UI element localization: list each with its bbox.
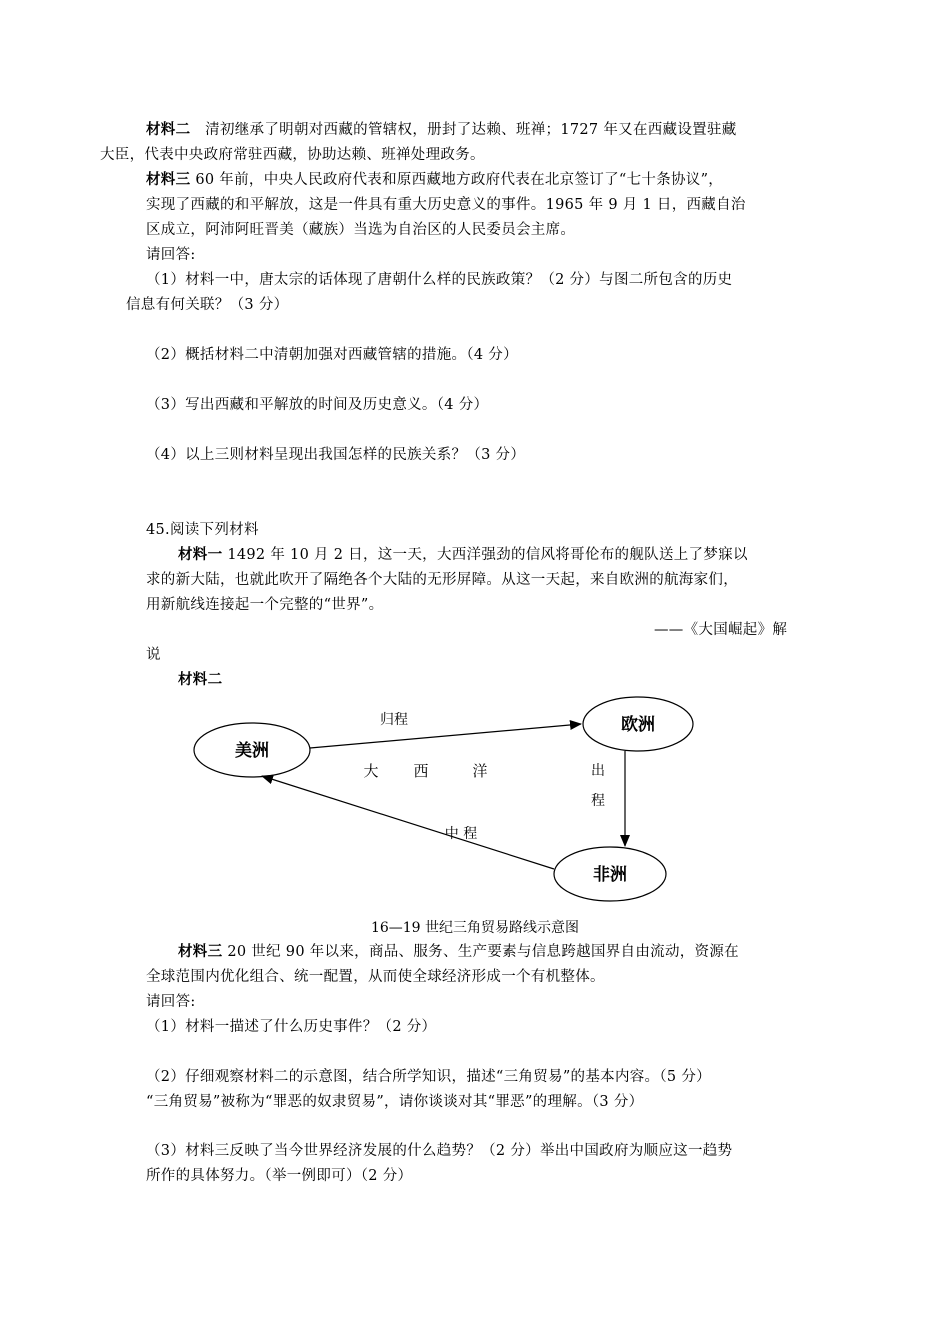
q45-material-1-text-1: 1492 年 10 月 2 日，这一天，大西洋强劲的信风将哥伦布的舰队送上了梦寐以 — [227, 547, 748, 563]
ocean-label-1: 大 — [363, 762, 379, 780]
ocean-label-2: 西 — [413, 762, 429, 780]
q45-material-2-label: 材料二 — [178, 672, 223, 688]
q45-material-1-line-2: 求的新大陆，也就此吹开了隔绝各个大陆的无形屏障。从这一天起，来自欧洲的航海家们， — [146, 572, 738, 588]
q44-question-1b: 信息有何关联？（3 分） — [126, 297, 289, 313]
q45-material-1-line-3: 用新航线连接起一个完整的“世界”。 — [146, 597, 384, 613]
q45-material-3-line-1 — [178, 942, 739, 962]
material-3-label: 材料三 — [146, 172, 191, 188]
material-2-text-1: 清初继承了明朝对西藏的管辖权，册封了达赖、班禅；1727 年又在西藏设置驻藏 — [205, 122, 737, 138]
q45-material-3-label: 材料三 — [178, 944, 223, 960]
return-route-arrow — [310, 724, 581, 748]
q45-material-1-label: 材料一 — [178, 547, 223, 563]
q45-material-1-source-cont: 说 — [146, 647, 161, 663]
q45-question-2a: （2）仔细观察材料二的示意图，结合所学知识，描述“三角贸易”的基本内容。（5 分） — [146, 1069, 711, 1085]
europe-label: 欧洲 — [621, 715, 655, 735]
q45-material-3-text-1: 20 世纪 90 年以来，商品、服务、生产要素与信息跨越国界自由流动，资源在 — [227, 944, 739, 960]
return-route-label: 归程 — [380, 712, 408, 728]
q45-question-1: （1）材料一描述了什么历史事件？（2 分） — [146, 1019, 437, 1035]
outbound-route-label-1: 出 — [591, 763, 605, 779]
middle-route-label: 中 程 — [444, 826, 478, 842]
q44-question-2: （2）概括材料二中清朝加强对西藏管辖的措施。（4 分） — [146, 347, 518, 363]
middle-passage-arrow — [262, 776, 554, 869]
q45-question-3a: （3）材料三反映了当今世界经济发展的什么趋势？（2 分）举出中国政府为顺应这一趋势 — [146, 1143, 733, 1159]
material-2-line-2: 大臣，代表中央政府常驻西藏，协助达赖、班禅处理政务。 — [100, 147, 485, 163]
material-2-label: 材料二 — [146, 122, 191, 138]
africa-label: 非洲 — [593, 865, 627, 885]
q44-question-3: （3）写出西藏和平解放的时间及历史意义。（4 分） — [146, 397, 489, 413]
ocean-label-3: 洋 — [472, 762, 488, 780]
outbound-route-label-2: 程 — [591, 793, 605, 809]
material-3-text-1: 60 年前，中央人民政府代表和原西藏地方政府代表在北京签订了“七十条协议”， — [195, 172, 724, 188]
q44-prompt: 请回答: — [146, 247, 196, 263]
q44-question-4: （4）以上三则材料呈现出我国怎样的民族关系？（3 分） — [146, 447, 526, 463]
diagram-caption: 16—19 世纪三角贸易路线示意图 — [370, 920, 580, 936]
q45-material-1-source: ——《大国崛起》解 — [654, 622, 788, 638]
material-3-line-2: 实现了西藏的和平解放，这是一件具有重大历史意义的事件。1965 年 9 月 1 日，西藏自治 — [146, 197, 746, 213]
q44-question-1a: （1）材料一中，唐太宗的话体现了唐朝什么样的民族政策？（2 分）与图二所包含的历史 — [146, 272, 733, 288]
material-3-line-3: 区成立，阿沛阿旺晋美（藏族）当选为自治区的人民委员会主席。 — [146, 222, 576, 238]
q45-prompt: 请回答: — [146, 994, 196, 1010]
america-label: 美洲 — [235, 741, 269, 761]
q45-question-3b: 所作的具体努力。（举一例即可）（2 分） — [146, 1168, 413, 1184]
q45-material-3-line-2: 全球范围内优化组合、统一配置，从而使全球经济形成一个有机整体。 — [146, 969, 605, 985]
q45-heading: 45.阅读下列材料 — [146, 522, 259, 538]
q45-question-2b: “三角贸易”被称为“罪恶的奴隶贸易”，请你谈谈对其“罪恶”的理解。（3 分） — [146, 1094, 644, 1110]
